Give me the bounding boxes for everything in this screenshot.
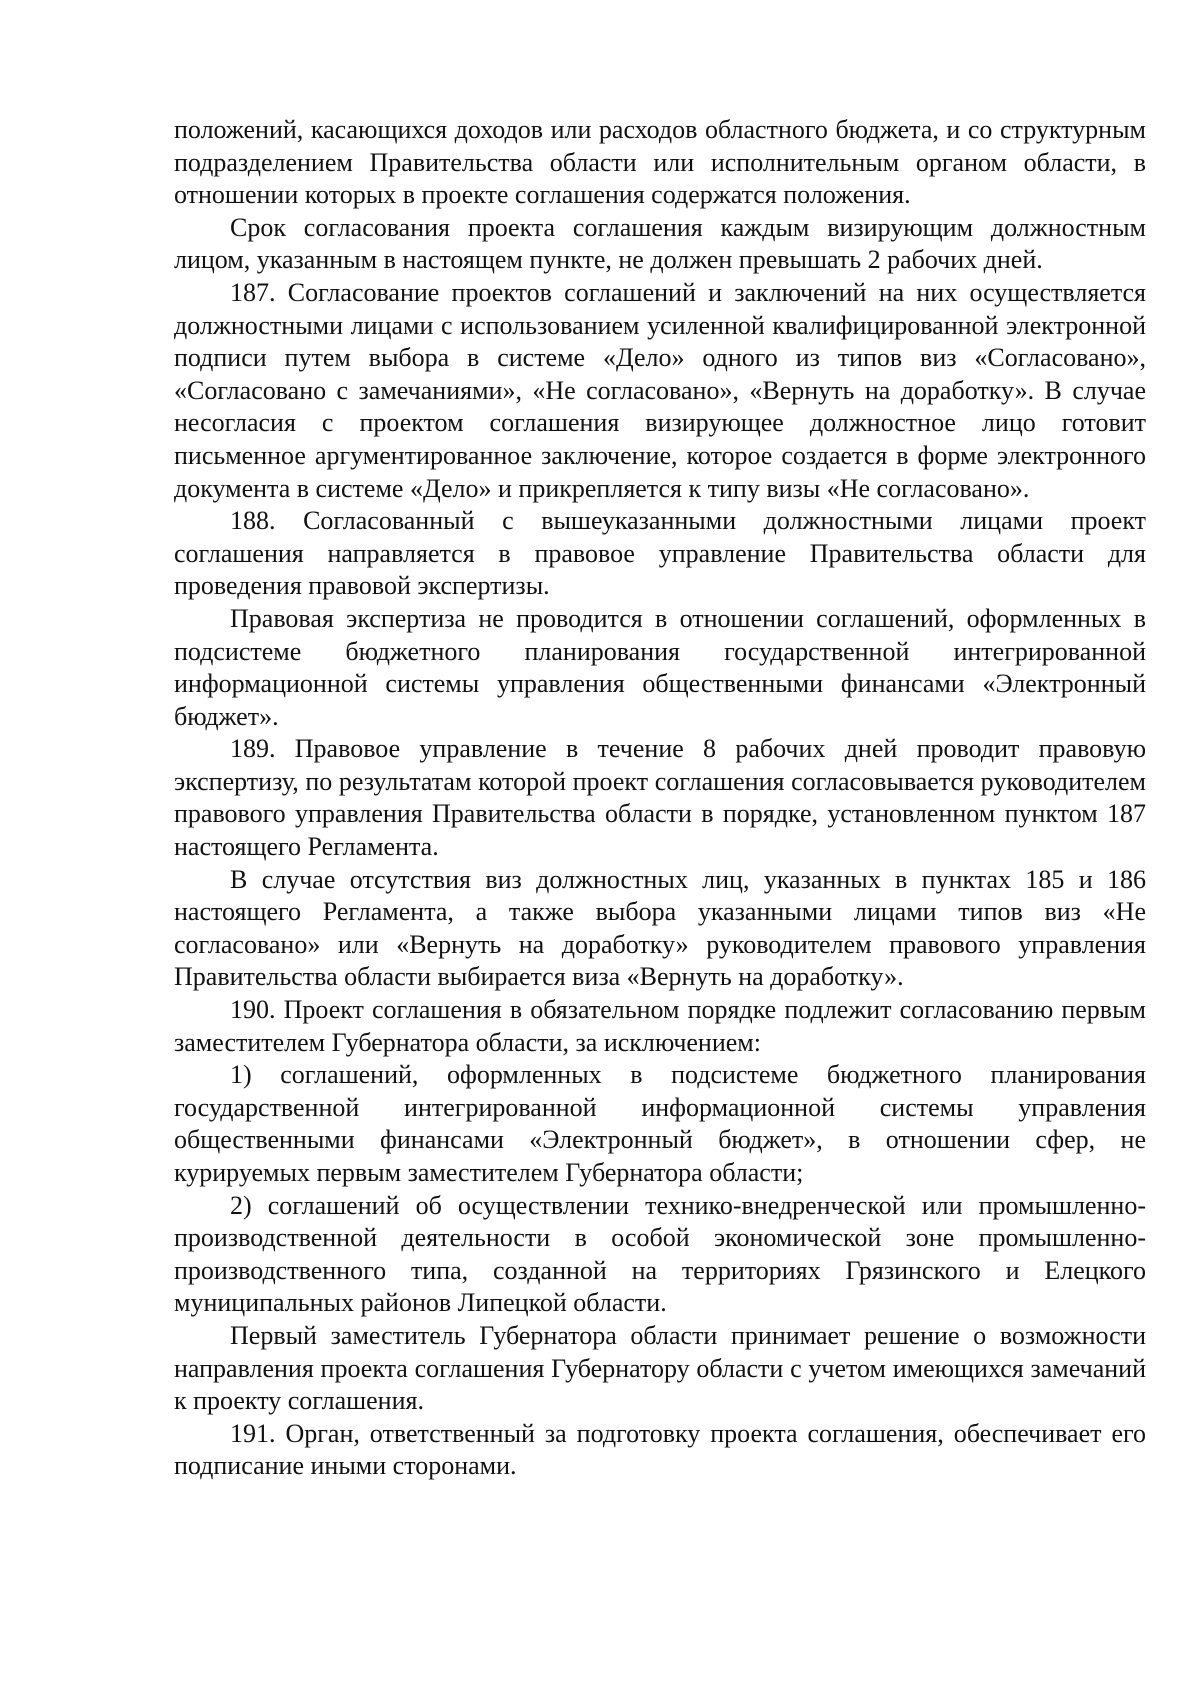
paragraph-187: 187. Согласование проектов соглашений и заключений на них осуществляется должностными лицами с использованием усиленной квалифицированной электронной подписи путем выбора в системе «Дело» одного из типов виз «Согласовано», «Согласовано с замечаниями», «Не согласовано», «Вернуть на доработку». В случае несогласия с проектом соглашения визирующее должностное лицо готовит письменное аргументированное заключение, которое создается в форме электронного документа в системе «Дело» и прикрепляется к типу визы «Не согласовано». [174,277,1146,503]
list-item-1: 1) соглашений, оформленных в подсистеме бюджетного планирования государственной интегрированной информационной системы управления общественными финансами «Электронный бюджет», в отношении сфер, не курируемых первым заместителем Губернатора области; [174,1060,1146,1187]
paragraph-continuation: положений, касающихся доходов или расходов областного бюджета, и со структурным подразделением Правительства области или исполнительным органом области, в отношении которых в проекте соглашения содержатся положения. [174,115,1146,210]
paragraph-189: 189. Правовое управление в течение 8 рабочих дней проводит правовую экспертизу, по результатам которой проект соглашения согласовывается руководителем правового управления Правительства области в порядке, установленном пунктом 187 настоящего Регламента. [174,734,1146,862]
paragraph-first-deputy-decision: Первый заместитель Губернатора области принимает решение о возможности направления проекта соглашения Губернатору области с учетом имеющихся замечаний к проекту соглашения. [174,1320,1146,1416]
paragraph-188: 188. Согласованный с вышеуказанными должностными лицами проект соглашения направляется в правовое управление Правительства области для проведения правовой экспертизы. [174,506,1146,601]
paragraph-191: 191. Орган, ответственный за подготовку проекта соглашения, обеспечивает его подписание иными сторонами. [174,1418,1146,1481]
paragraph-legal-review-exception: Правовая экспертиза не проводится в отношении соглашений, оформленных в подсистеме бюджетного планирования государственной интегрированной информационной системы управления общественными финансами «Электронный бюджет». [174,603,1146,731]
list-item-2: 2) соглашений об осуществлении технико-внедренческой или промышленно-производственной деятельности в особой экономической зоне промышленно-производственного типа, созданной на территориях Грязинского и Елецкого муниципальных районов Липецкой области. [174,1190,1146,1318]
document-page [174,114,1146,1483]
paragraph-approval-deadline: Срок согласования проекта соглашения каждым визирующим должностным лицом, указанным в настоящем пункте, не должен превышать 2 рабочих дней. [174,212,1146,275]
paragraph-missing-visas: В случае отсутствия виз должностных лиц, указанных в пунктах 185 и 186 настоящего Регламента, а также выбора указанными лицами типов виз «Не согласовано» или «Вернуть на доработку» руководителем правового управления Правительства области выбирается виза «Вернуть на доработку». [174,864,1146,992]
paragraph-190: 190. Проект соглашения в обязательном порядке подлежит согласованию первым заместителем Губернатора области, за исключением: [174,995,1146,1057]
